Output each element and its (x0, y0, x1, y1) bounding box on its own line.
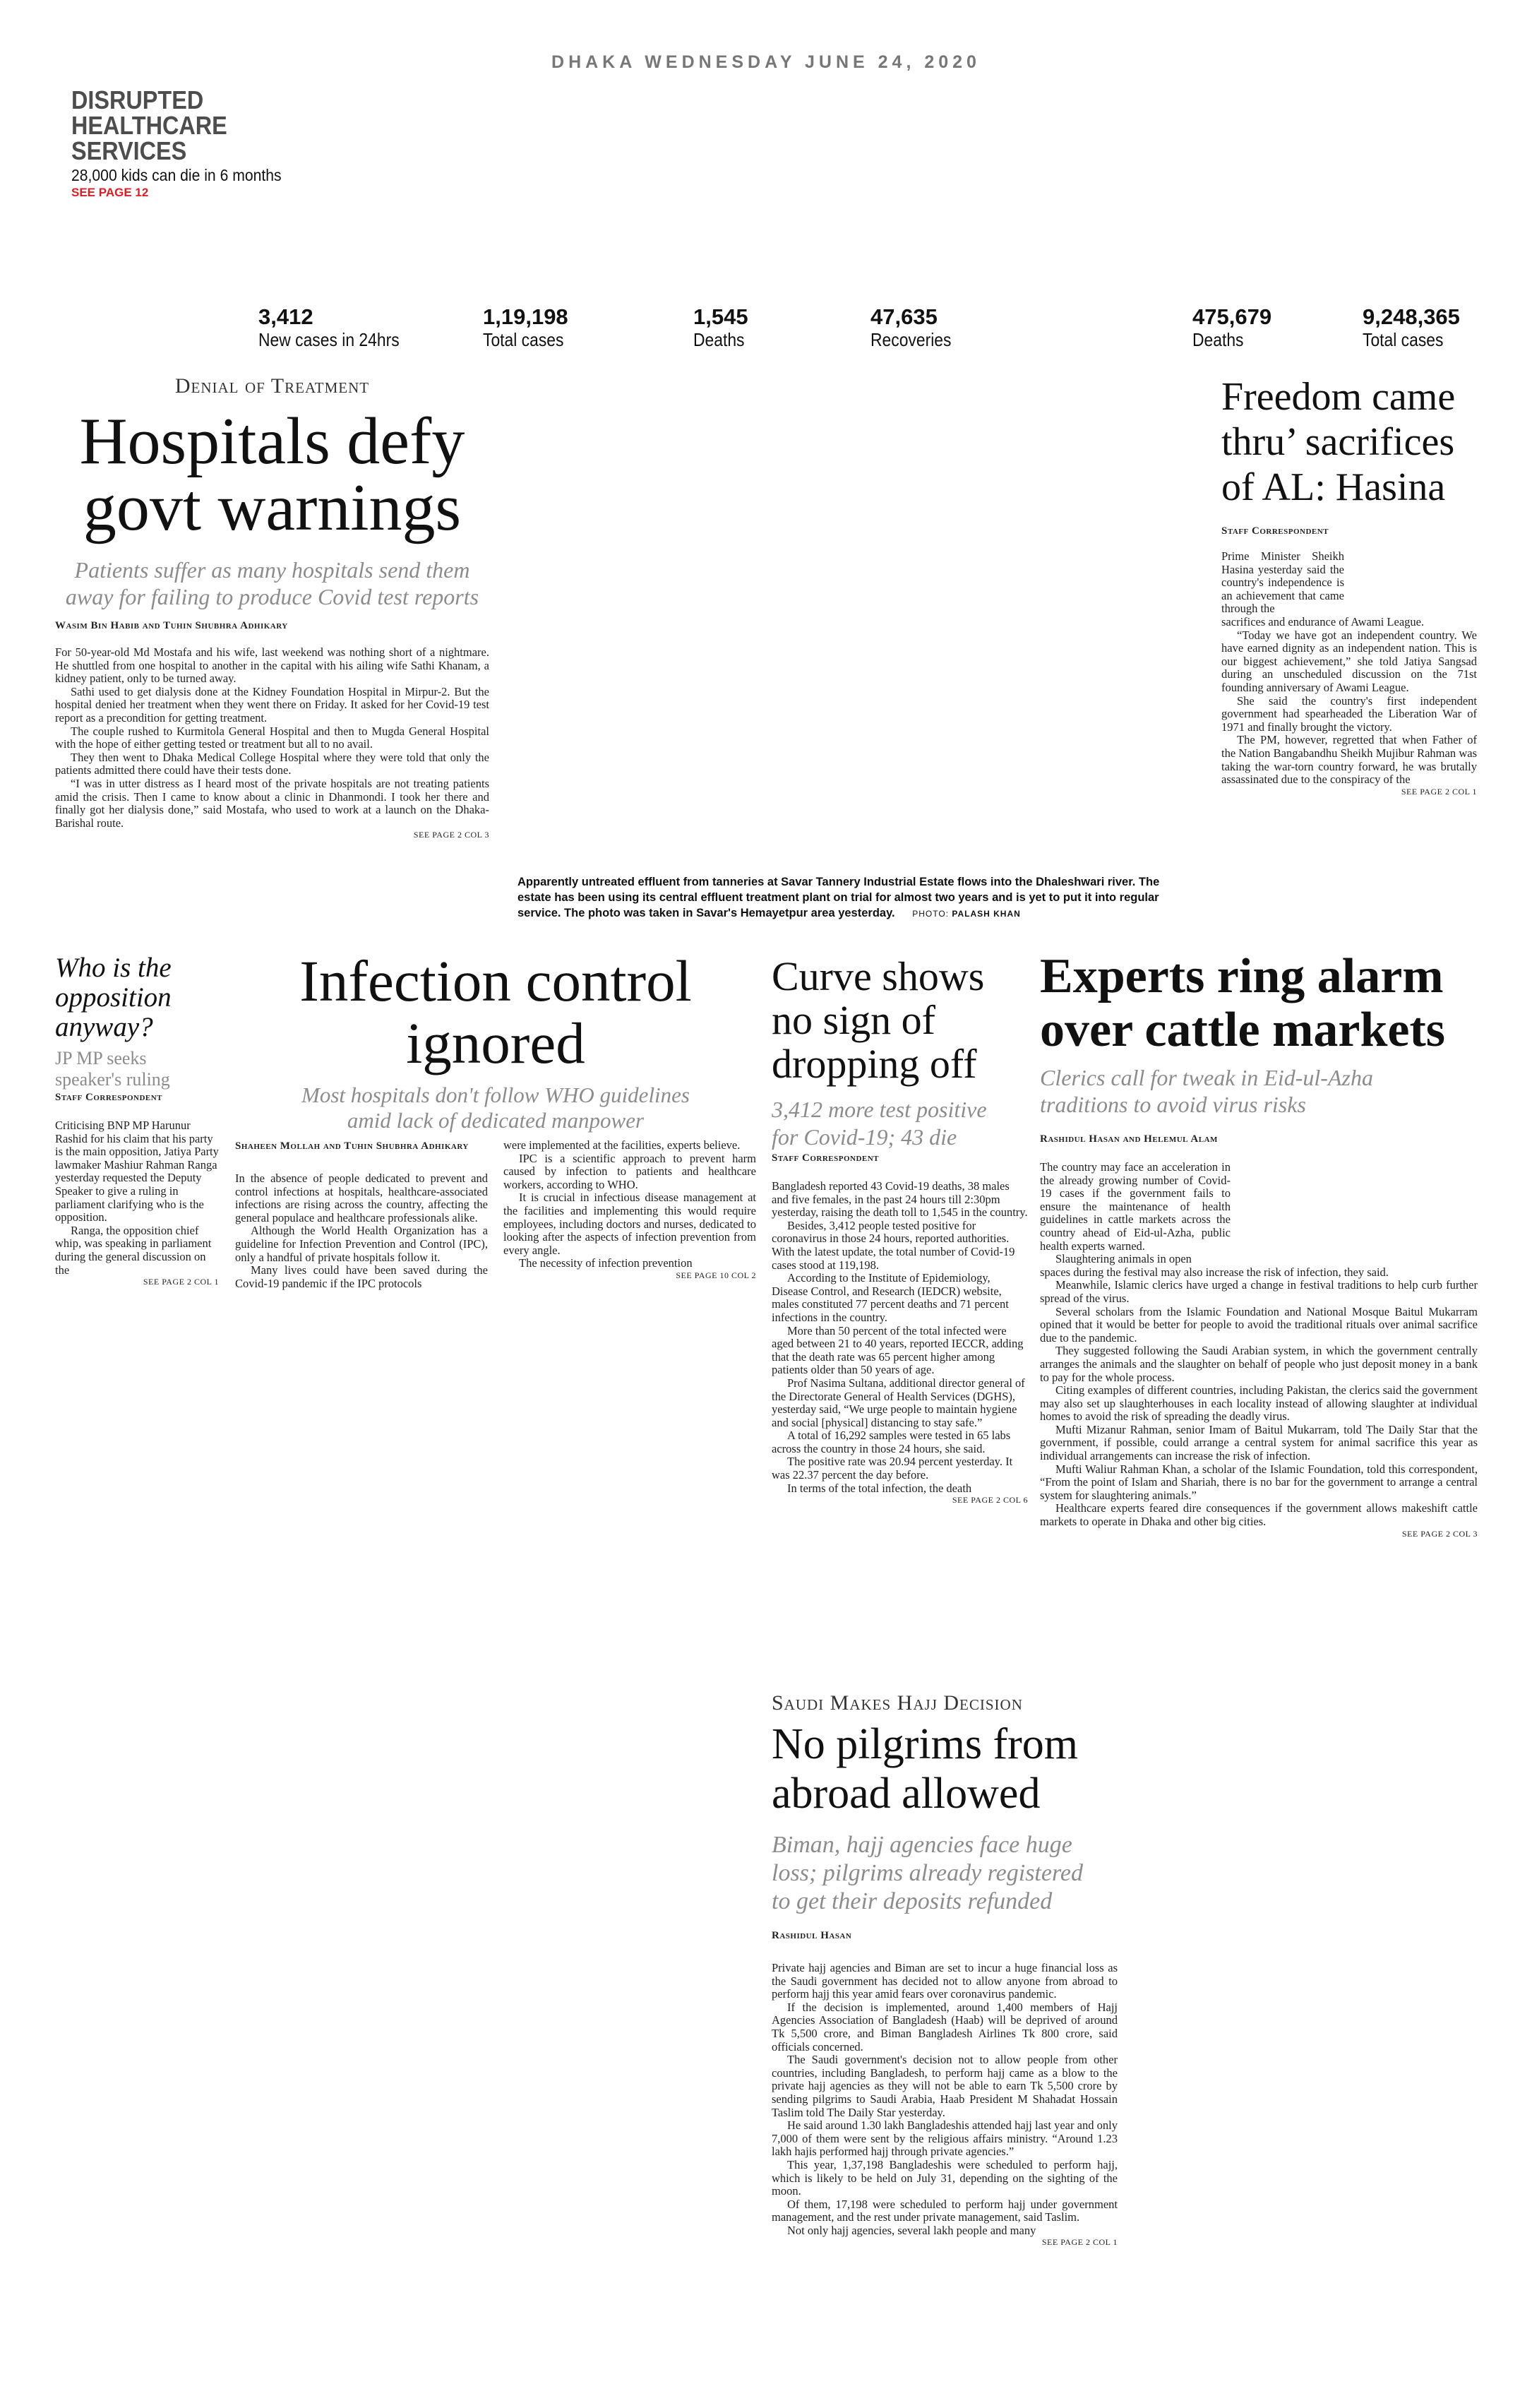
hajj-byline: Rashidul Hasan (772, 1930, 852, 1941)
cattle-headline[interactable] (1040, 950, 1478, 1057)
paragraph: Not only hajj agencies, several lakh people and many (787, 2223, 1036, 2237)
paragraph: were implemented at the facilities, experts believe. (503, 1138, 741, 1152)
opposition-deck-line: speaker's ruling (55, 1069, 170, 1090)
curve-deck-line: 3,412 more test positive (772, 1097, 987, 1122)
hajj-deck-line: to get their deposits refunded (772, 1888, 1053, 1914)
hajj-story (772, 1691, 1118, 2248)
paragraph: The country may face an acceleration in the already growing number of Covid-19 cases if the government fails to ensure the maintenance of health guidelines in cattle markets across the country ahead of Eid-ul-Azha, public health experts warned. (1040, 1160, 1231, 1253)
credit-prefix: PHOTO: (912, 909, 950, 919)
curve-deck (772, 1096, 1028, 1151)
opposition-see-page[interactable]: SEE PAGE 2 COL 1 (143, 1277, 219, 1287)
credit-name: PALASH KHAN (952, 909, 1021, 919)
paragraph: The couple rushed to Kurmitola General Hospital and then to Mugda General Hospital with the hope of either getting tested or treatment but all to no avail. (55, 724, 489, 751)
hajj-see-page[interactable]: SEE PAGE 2 COL 1 (1041, 2237, 1118, 2248)
curve-deck-line: for Covid-19; 43 die (772, 1124, 957, 1150)
hajj-headline-line: abroad allowed (772, 1770, 1041, 1818)
hasina-story (1221, 374, 1477, 797)
paragraph: Prof Nasima Sultana, additional director general of the Directorate General of Health Services (DGHS), yesterday said, “We urge people to maintain hygiene and social [physical] distancing to stay safe.” (772, 1376, 1025, 1429)
paragraph: Prime Minister Sheikh Hasina yesterday said the country's independence is an achievement that came through the (1221, 549, 1344, 616)
infection-body-1 (235, 1172, 488, 1290)
paragraph: Many lives could have been saved during the Covid-19 pandemic if the IPC protocols (235, 1263, 488, 1290)
infection-headline-line: ignored (406, 1011, 585, 1075)
infection-deck-line: amid lack of dedicated manpower (347, 1108, 645, 1133)
hasina-headline-line: of AL: Hasina (1221, 465, 1446, 509)
paragraph: Several scholars from the Islamic Foundation and National Mosque Baitul Mukarram opined that it would be better for people to avoid the traditional rituals over animal sacrifice due to the pandemic. (1040, 1304, 1478, 1345)
cattle-byline: Rashidul Hasan and Helemul Alam (1040, 1133, 1218, 1145)
opposition-deck (55, 1048, 219, 1090)
stat-value: 1,19,198 (483, 304, 568, 329)
paragraph: According to the Institute of Epidemiology, Disease Control, and Research (IEDCR) website, males constituted 77 percent deaths and 71 percent infections in the country. (772, 1271, 1009, 1324)
hajj-deck (772, 1831, 1118, 1916)
stat-global-deaths (1192, 305, 1271, 350)
hasina-see-page[interactable]: SEE PAGE 2 COL 1 (1401, 786, 1477, 797)
cattle-story (1040, 950, 1478, 1539)
cattle-see-page[interactable]: SEE PAGE 2 COL 3 (1401, 1528, 1478, 1539)
infection-headline[interactable] (235, 950, 756, 1074)
opposition-story (55, 953, 219, 1287)
hasina-byline: Staff Correspondent (1221, 525, 1329, 537)
curve-see-page[interactable]: SEE PAGE 2 COL 6 (952, 1495, 1028, 1506)
lead-story (55, 374, 489, 840)
hasina-headline-line: Freedom came (1221, 375, 1456, 419)
curve-headline-line: Curve shows (772, 953, 985, 999)
paragraph: Meanwhile, Islamic clerics have urged a change in festival traditions to help curb further spread of the virus. (1040, 1278, 1478, 1305)
paragraph: The necessity of infection prevention (519, 1256, 693, 1270)
paragraph: He said around 1.30 lakh Bangladeshis attended hajj last year and only 7,000 of them were sent by the religious affairs ministry. “Around 1.23 lakh hajis performed hajj through private agencies.” (772, 2118, 1118, 2159)
curve-headline-line: dropping off (772, 1041, 977, 1087)
paragraph: IPC is a scientific approach to prevent harm caused by infection to patients and healthcare workers, according to WHO. (503, 1151, 756, 1191)
infection-deck-line: Most hospitals don't follow WHO guidelines (301, 1083, 690, 1107)
paragraph: She said the country's first independent government had spearheaded the Liberation War of 1971 and finally brought the victory. (1221, 693, 1477, 734)
curve-body (772, 1180, 1028, 1495)
paragraph: They then went to Dhaka Medical College Hospital where they were told that only the patients admitted there could have their tests done. (55, 750, 489, 777)
paragraph: “I was in utter distress as I heard most of the private hospitals are not treating patients amid the crisis. Then I came to know about a clinic in Dhanmondi. I took her there and finally got her dialysis done,” said Mostafa, who used to work at a launch on the Dhaka-Barishal route. (55, 776, 489, 830)
paragraph: The Saudi government's decision not to allow people from other countries, including Bangladesh, to perform hajj came as a blow to the private hajj agencies as they will not be able to earn Tk 5,500 crore by sending pilgrims to Saudi Arabia, Haab President M Shahadat Hossain Taslim told The Daily Star yesterday. (772, 2053, 1118, 2119)
paragraph: Criticising BNP MP Harunur Rashid for his claim that his party is the main opposition, Jatiya Party lawmaker Mashiur Rahman Ranga yesterday requested the Deputy Speaker to give a ruling in parliament clarifying who is the opposition. (55, 1119, 219, 1224)
stat-global-cases (1363, 305, 1460, 350)
paragraph: “Today we have got an independent country. We have earned dignity as an independent nation. This is our biggest achievement,” she told Jatiya Sangsad during an unscheduled discussion on the 71st founding anniversary of Awami League. (1221, 628, 1477, 694)
caption-text: Apparently untreated effluent from tanneries at Savar Tannery Industrial Estate flows into the Dhaleshwari river. The estate has been using its central effluent treatment plant on trial for almost two years and is yet to put it into regular service. The photo was taken in Savar's Hemayetpur area yesterday. (517, 876, 1160, 919)
curve-headline[interactable] (772, 955, 1028, 1086)
cattle-narrow-col (1040, 1161, 1231, 1266)
lead-headline-line: govt warnings (83, 471, 462, 544)
opposition-deck-line: JP MP seeks (55, 1048, 147, 1068)
hajj-headline-line: No pilgrims from (772, 1720, 1078, 1768)
paragraph: Slaughtering animals in open (1055, 1252, 1192, 1266)
teaser-page-ref[interactable]: SEE PAGE 12 (71, 186, 149, 199)
hasina-body (1221, 550, 1477, 787)
cattle-headline-line: over cattle markets (1040, 1003, 1446, 1057)
lead-kicker: Denial of Treatment (174, 374, 370, 398)
paragraph: Private hajj agencies and Biman are set to incur a huge financial loss as the Saudi government has decided not to allow anyone from abroad to perform hajj this year amid fears over coronavirus pandemic. (772, 1961, 1118, 2001)
paragraph: This year, 1,37,198 Bangladeshis were scheduled to perform hajj, which is likely to be held on July 31, depending on the sighting of the moon. (772, 2157, 1118, 2198)
paragraph: In terms of the total infection, the death (787, 1481, 972, 1495)
stat-value: 1,545 (693, 304, 748, 329)
hajj-deck-line: loss; pilgrims already registered (772, 1860, 1084, 1886)
stat-value: 47,635 (870, 304, 938, 329)
opposition-body (55, 1119, 219, 1277)
stat-label: New cases in 24hrs (258, 329, 400, 350)
stat-label: Deaths (693, 329, 745, 350)
paragraph: Healthcare experts feared dire consequences if the government allows makeshift cattle markets to operate in Dhaka and other big cities. (1040, 1501, 1478, 1529)
photo-credit (912, 909, 1021, 919)
paragraph: Of them, 17,198 were scheduled to perform hajj under government management, and the rest under private management, said Taslim. (772, 2197, 1118, 2224)
paragraph: They suggested following the Saudi Arabian system, in which the government centrally arranges the animals and the slaughter on behalf of people who just deposit money in a bank to pay for the whole process. (1040, 1344, 1478, 1384)
infection-story (235, 950, 756, 1133)
stat-label: Total cases (1363, 329, 1444, 350)
lead-see-page[interactable]: SEE PAGE 2 COL 3 (413, 830, 489, 840)
curve-story (772, 955, 1028, 1506)
stat-label: Recoveries (870, 329, 952, 350)
infection-headline-line: Infection control (299, 948, 692, 1013)
hasina-headline[interactable] (1221, 374, 1477, 510)
infection-col-2 (503, 1139, 756, 1281)
lead-byline: Wasim Bin Habib and Tuhin Shubhra Adhikary (55, 620, 288, 631)
stat-label: Total cases (483, 329, 564, 350)
infection-byline: Shaheen Mollah and Tuhin Shubhra Adhikary (235, 1140, 469, 1152)
cattle-deck-line: traditions to avoid virus risks (1040, 1092, 1306, 1117)
infection-deck (235, 1083, 756, 1133)
paragraph: Ranga, the opposition chief whip, was speaking in parliament during the general discussion on the (55, 1223, 212, 1277)
stat-total-cases (483, 305, 575, 350)
hajj-headline[interactable] (772, 1719, 1118, 1818)
stat-deaths (693, 305, 751, 350)
paragraph: For 50-year-old Md Mostafa and his wife, last weekend was nothing short of a nightmare. He shuttled from one hospital to another in the capital with his ailing wife Sathi Khanam, a kidney patient, only to be turned away. (55, 645, 489, 686)
stat-recoveries (870, 305, 962, 350)
cattle-deck (1040, 1064, 1478, 1118)
paragraph: Citing examples of different countries, including Pakistan, the clerics said the government may also set up slaughterhouses in each locality instead of allowing slaughter at individual homes to avoid the risk of spreading the deadly virus. (1040, 1383, 1478, 1424)
paragraph: In the absence of people dedicated to prevent and control infections at hospitals, healthcare-associated infections are rising across the country, affecting the general populace and healthcare professionals alike. (235, 1172, 488, 1224)
infection-see-page[interactable]: SEE PAGE 10 COL 2 (676, 1270, 756, 1280)
paragraph: More than 50 percent of the total infected were aged between 21 to 40 years, reported IECCR, adding that the death rate was 65 percent higher among patients older than 50 years of age. (772, 1323, 1024, 1377)
teaser-box[interactable] (71, 85, 368, 200)
lead-deck-line: away for failing to produce Covid test reports (65, 584, 479, 609)
stat-value: 9,248,365 (1363, 304, 1460, 329)
photo-placeholder (517, 385, 1181, 872)
paragraph: Mufti Mizanur Rahman, senior Imam of Baitul Mukarram, told The Daily Star that the government, if possible, could arrange a central system for animal sacrifice this year as individual arrangements can increase the risk of infection. (1040, 1422, 1478, 1463)
opposition-headline-line: opposition (55, 982, 172, 1013)
cattle-deck-line: Clerics call for tweak in Eid-ul-Azha (1040, 1065, 1373, 1090)
paragraph: spaces during the festival may also increase the risk of infection, they said. (1040, 1265, 1389, 1279)
dateline: DHAKA WEDNESDAY JUNE 24, 2020 (551, 52, 981, 72)
paragraph: Sathi used to get dialysis done at the Kidney Foundation Hospital in Mirpur-2. But the hospital denied her treatment when they went there on Friday. It asked for her Covid-19 test report as a precondition for getting treatment. (55, 684, 489, 725)
paragraph: Bangladesh reported 43 Covid-19 deaths, 38 males and five females, in the past 24 hours till 2:30pm yesterday, raising the death toll to 1,545 in the country. (772, 1179, 1028, 1220)
hajj-deck-line: Biman, hajj agencies face huge (772, 1832, 1072, 1858)
stat-value: 3,412 (258, 304, 313, 329)
lead-headline[interactable] (55, 405, 489, 544)
curve-byline: Staff Correspondent (772, 1152, 880, 1164)
paragraph: The positive rate was 20.94 percent yesterday. It was 22.37 percent the day before. (772, 1455, 1013, 1482)
lead-deck (55, 556, 489, 610)
paragraph: sacrifices and endurance of Awami League. (1221, 614, 1425, 628)
photo-caption (517, 874, 1181, 922)
paragraph: If the decision is implemented, around 1,400 members of Hajj Agencies Association of Bangladesh (Haab) will be deprived of around Tk 5,500 crore, and Biman Bangladesh Airlines Tk 800 crore, said officials concerned. (772, 2000, 1118, 2054)
cattle-body (1040, 1161, 1478, 1529)
hajj-kicker: Saudi Makes Hajj Decision (772, 1691, 1023, 1715)
hasina-headline-line: thru’ sacrifices (1221, 420, 1455, 464)
cattle-headline-line: Experts ring alarm (1040, 949, 1444, 1003)
stat-label: Deaths (1192, 329, 1244, 350)
paragraph: The PM, however, regretted that when Father of the Nation Bangabandhu Sheikh Mujibur Rahman was taking the war-torn country forward, he was brutally assassinated due to the conspiracy of the (1221, 733, 1477, 787)
infection-body-2 (503, 1139, 756, 1270)
opposition-headline-line: anyway? (55, 1012, 153, 1042)
teaser-title-3: SERVICES (71, 136, 187, 165)
hajj-body (772, 1962, 1118, 2237)
lead-headline-line: Hospitals defy (79, 405, 465, 478)
stat-value: 475,679 (1192, 304, 1272, 329)
stat-new-cases (258, 305, 419, 350)
lead-deck-line: Patients suffer as many hospitals send them (74, 557, 470, 583)
paragraph: Mufti Waliur Rahman Khan, a scholar of the Islamic Foundation, told this correspondent, “From the point of Islam and Shariah, there is no bar for the government to arrange a central system for slaughtering animals.” (1040, 1462, 1478, 1502)
paragraph: A total of 16,292 samples were tested in 65 labs across the country in those 24 hours, she said. (772, 1429, 1011, 1455)
opposition-headline-line: Who is the (55, 953, 172, 983)
curve-headline-line: no sign of (772, 997, 935, 1043)
teaser-title-2: HEALTHCARE (71, 111, 227, 140)
teaser-subtitle: 28,000 kids can die in 6 months (71, 166, 282, 184)
infection-col-1 (235, 1140, 488, 1290)
lead-body (55, 646, 489, 830)
paragraph: Besides, 3,412 people tested positive for coronavirus in those 24 hours, reported authorities. With the latest update, the total number of Covid-19 cases stood at 119,198. (772, 1218, 1015, 1272)
paragraph: It is crucial in infectious disease management at the facilities and implementing this would require employees, including doctors and nurses, dedicated to looking after the aspects of infection prevention from every angle. (503, 1191, 756, 1257)
teaser-title-1: DISRUPTED (71, 85, 204, 114)
paragraph: Although the World Health Organization has a guideline for Infection Prevention and Control (IPC), only a handful of private hospitals follow it. (235, 1224, 488, 1264)
opposition-byline: Staff Correspondent (55, 1092, 163, 1103)
opposition-headline[interactable] (55, 953, 219, 1042)
